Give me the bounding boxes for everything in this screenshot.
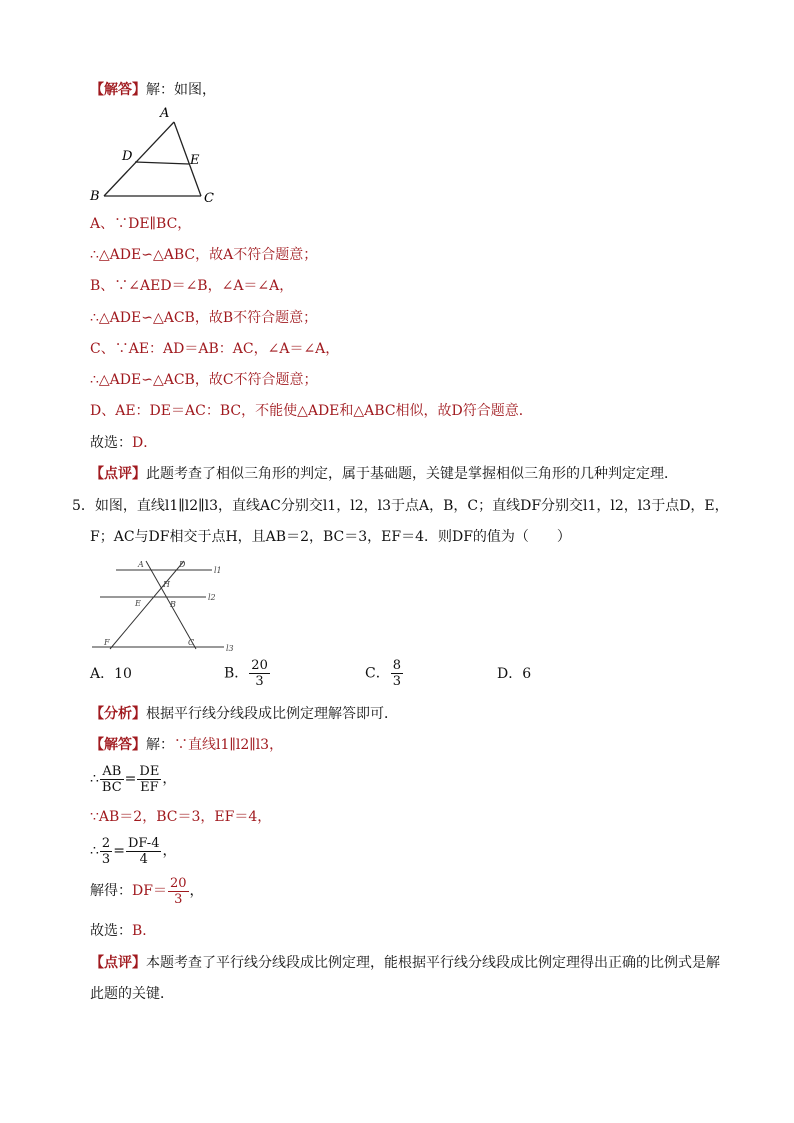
option-B-label: B． — [224, 665, 249, 682]
q5-comment-cont: 此题的关键． — [90, 986, 174, 1002]
q5-stem1: 如图，直线l1∥l2∥l3，直线AC分别交l1，l2，l3于点A，B，C；直线DF分别交l1，l2，l3于点D，E， — [94, 498, 729, 514]
frac1-den: BC — [101, 779, 122, 795]
comment-tag: 【点评】 — [90, 466, 146, 482]
therefore-symbol: ∴ — [90, 771, 99, 787]
comma-3: ， — [189, 883, 204, 899]
q4-line-A1: A、∵DE∥BC， — [90, 216, 192, 232]
option-D-label: D． — [497, 666, 523, 682]
q5-number: 5． — [72, 498, 95, 514]
frac2-num: DE — [139, 763, 160, 779]
q5-proportion-1 — [90, 762, 176, 796]
fig-label-B: B — [90, 189, 100, 204]
analysis-text: 根据平行线分线段成比例定理解答即可． — [146, 706, 398, 722]
choose-value: D — [132, 435, 144, 451]
option-C-den: 3 — [392, 674, 401, 689]
q5-fig-label-D: D — [179, 560, 186, 569]
q4-line-C2: ∴△ADE∽△ACB，故C不符合题意； — [90, 372, 318, 388]
q5-fig-label-B: B — [170, 600, 176, 609]
q5-comment — [90, 953, 720, 973]
option-C-label: C． — [365, 665, 390, 682]
q4-comment — [90, 464, 678, 484]
q5-fig-label-F: F — [104, 638, 110, 647]
q5-comment1: 本题考查了平行线分线段成比例定理，能根据平行线分线段成比例定理得出正确的比例式是解 — [146, 955, 720, 971]
triangle-figure — [86, 104, 226, 204]
solve-lhs: DF＝ — [132, 883, 167, 899]
q4-line-A2: ∴△ADE∽△ABC，故A不符合题意； — [90, 247, 318, 263]
q4-answer-heading — [90, 80, 216, 100]
answer-tag: 【解答】 — [90, 82, 146, 98]
fig-label-D: D — [122, 149, 133, 164]
comma: ， — [162, 771, 177, 787]
q5-given: ∵AB＝2，BC＝3，EF＝4， — [90, 809, 272, 825]
q4-line-B1: B、∵∠AED＝∠B，∠A＝∠A， — [90, 278, 294, 294]
parallel-lines-figure — [88, 557, 248, 657]
q5-stem-line1 — [72, 496, 729, 516]
q5-fig-label-C: C — [188, 638, 195, 647]
solve-den: 3 — [174, 891, 183, 907]
option-A-value: 10 — [114, 666, 132, 682]
frac4-den: 4 — [139, 851, 148, 867]
q5-answer-line1: ∵直线l1∥l2∥l3， — [174, 737, 284, 753]
fig-label-E: E — [190, 153, 200, 168]
q5-choice: 故选：B． — [90, 923, 157, 939]
option-B-den: 3 — [255, 674, 264, 689]
frac3-den: 3 — [101, 851, 111, 867]
choose-label: 故选： — [90, 435, 132, 451]
q4-line-C1: C、∵AE：AD＝AB：AC，∠A＝∠A， — [90, 341, 340, 357]
fig-label-A: A — [160, 106, 170, 121]
q5-fig-label-H: H — [163, 580, 170, 589]
frac3-num: 2 — [101, 835, 111, 851]
comment-text: 此题考查了相似三角形的判定，属于基础题，关键是掌握相似三角形的几种判定定理． — [146, 466, 678, 482]
q4-line-D1: D、AE：DE＝AC：BC，不能使△ADE和△ABC相似，故D符合题意． — [90, 403, 533, 419]
q4-line-B2: ∴△ADE∽△ACB，故B不符合题意； — [90, 310, 318, 326]
fig-label-C: C — [204, 191, 214, 204]
q4-choice: 故选：D． — [90, 435, 158, 451]
option-C-num: 8 — [392, 658, 401, 673]
solve-label: 解得： — [90, 883, 132, 899]
q5-choose-label: 故选： — [90, 923, 132, 939]
option-D-value: 6 — [522, 666, 532, 682]
q5-analysis — [90, 704, 398, 724]
q5-comment-tag: 【点评】 — [90, 955, 146, 971]
option-B-num: 20 — [251, 658, 268, 673]
q5-choose-value: B — [132, 923, 143, 939]
q5-answer-tag: 【解答】 — [90, 737, 146, 753]
frac1-num: AB — [100, 764, 124, 780]
q5-answer-heading — [90, 735, 283, 755]
eq-sign-2: = — [113, 843, 125, 859]
option-A-label: A． — [90, 666, 115, 682]
q5-fig-label-l2: l2 — [208, 593, 216, 602]
q5-fig-label-l1: l1 — [214, 566, 222, 575]
q5-fig-label-A: A — [138, 560, 144, 569]
eq-sign: = — [124, 771, 137, 787]
frac2-den: EF — [140, 779, 159, 795]
frac4-num: DF-4 — [127, 835, 160, 851]
q5-answer-intro: 解： — [146, 737, 174, 753]
q5-stem-line2: F；AC与DF相交于点H，且AB＝2，BC＝3，EF＝4．则DF的值为（ ） — [90, 529, 571, 545]
answer-intro: 解：如图， — [146, 82, 216, 98]
solve-num: 20 — [169, 875, 187, 891]
option-B[interactable] — [224, 658, 271, 689]
analysis-tag: 【分析】 — [90, 706, 146, 722]
option-D[interactable] — [497, 664, 531, 684]
option-C[interactable] — [365, 658, 404, 689]
q5-proportion-2 — [90, 834, 176, 868]
q5-fig-label-l3: l3 — [226, 644, 234, 653]
comma-2: ， — [162, 843, 177, 859]
therefore-symbol-2: ∴ — [90, 843, 99, 859]
option-A[interactable] — [90, 664, 132, 684]
q5-fig-label-E: E — [135, 599, 141, 608]
q5-solve — [90, 874, 204, 908]
